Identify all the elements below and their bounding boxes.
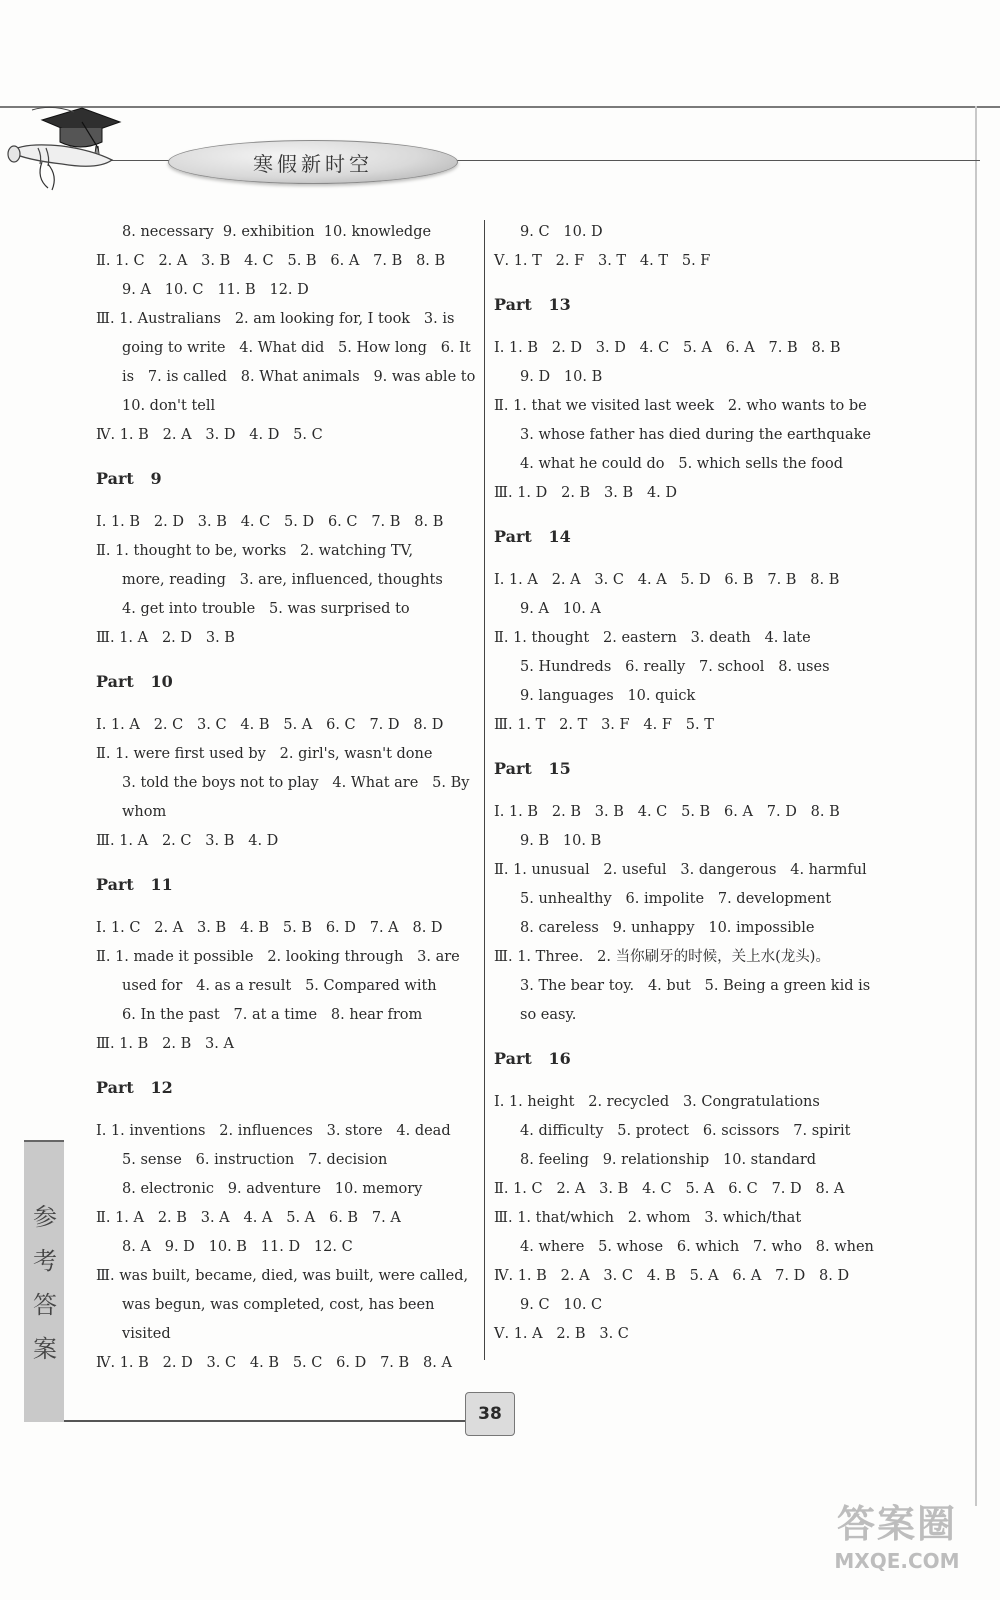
answer-line: 3. The bear toy. 4. but 5. Being a green kid is bbox=[520, 978, 871, 994]
answer-line: more, reading 3. are, influenced, thoughts bbox=[122, 572, 443, 588]
answer-line: Ⅱ. 1. unusual 2. useful 3. dangerous 4. harmful bbox=[494, 862, 867, 878]
answer-line: Ⅱ. 1. C 2. A 3. B 4. C 5. B 6. A 7. B 8. B bbox=[96, 253, 446, 269]
answer-line: 4. where 5. whose 6. which 7. who 8. when bbox=[520, 1239, 874, 1255]
answer-line: 8. feeling 9. relationship 10. standard bbox=[520, 1152, 817, 1168]
answer-line: Ⅰ. 1. inventions 2. influences 3. store 4. dead bbox=[96, 1123, 451, 1139]
answer-line: 8. careless 9. unhappy 10. impossible bbox=[520, 920, 815, 936]
answer-line: 6. In the past 7. at a time 8. hear from bbox=[122, 1007, 423, 1023]
answer-line: Ⅲ. 1. Australians 2. am looking for, I took 3. is bbox=[96, 311, 455, 327]
answer-line: Ⅰ. 1. A 2. A 3. C 4. A 5. D 6. B 7. B 8. B bbox=[494, 572, 840, 588]
answer-line: Ⅰ. 1. B 2. D 3. D 4. C 5. A 6. A 7. B 8. B bbox=[494, 340, 841, 356]
answer-line: Ⅳ. 1. B 2. A 3. D 4. D 5. C bbox=[96, 427, 323, 443]
header-title: 寒假新时空 bbox=[253, 151, 373, 176]
column-divider bbox=[484, 220, 485, 1360]
answer-line: 9. C 10. C bbox=[520, 1297, 603, 1313]
answer-line: 9. C 10. D bbox=[520, 224, 603, 240]
answer-line: 4. difficulty 5. protect 6. scissors 7. spirit bbox=[520, 1123, 851, 1139]
answer-line: 9. D 10. B bbox=[520, 369, 603, 385]
answer-line: Ⅰ. 1. height 2. recycled 3. Congratulations bbox=[494, 1094, 820, 1110]
part-heading: Part 9 bbox=[96, 469, 162, 488]
page-number: 38 bbox=[465, 1392, 515, 1436]
watermark-line2: MXQE.COM bbox=[834, 1549, 960, 1573]
right-edge-rule bbox=[975, 106, 977, 1506]
answer-line: Ⅲ. 1. A 2. D 3. B bbox=[96, 630, 235, 646]
answer-line: Ⅴ. 1. T 2. F 3. T 4. T 5. F bbox=[494, 253, 711, 269]
answer-line: 9. A 10. C 11. B 12. D bbox=[122, 282, 309, 298]
sidebar-char: 案 bbox=[33, 1335, 57, 1363]
answer-line: so easy. bbox=[520, 1007, 577, 1023]
sidebar-char: 答 bbox=[33, 1291, 57, 1319]
answer-line: Ⅲ. 1. that/which 2. whom 3. which/that bbox=[494, 1210, 802, 1226]
answer-line: 9. B 10. B bbox=[520, 833, 602, 849]
part-heading: Part 10 bbox=[96, 672, 173, 691]
answers-left-column bbox=[96, 218, 480, 1378]
answer-line: was begun, was completed, cost, has been bbox=[122, 1297, 435, 1313]
header-banner bbox=[168, 140, 458, 184]
answer-line: Ⅱ. 1. thought to be, works 2. watching TV, bbox=[96, 543, 414, 559]
answer-line: Ⅱ. 1. C 2. A 3. B 4. C 5. A 6. C 7. D 8. A bbox=[494, 1181, 845, 1197]
answer-line: 9. languages 10. quick bbox=[520, 688, 696, 704]
answer-line: Ⅰ. 1. B 2. B 3. B 4. C 5. B 6. A 7. D 8. B bbox=[494, 804, 840, 820]
sidebar-label bbox=[30, 1195, 60, 1371]
answer-line: visited bbox=[122, 1326, 171, 1342]
answer-line: Ⅲ. was built, became, died, was built, were called, bbox=[96, 1268, 469, 1284]
answer-line: Ⅲ. 1. A 2. C 3. B 4. D bbox=[96, 833, 279, 849]
answer-line: Ⅱ. 1. A 2. B 3. A 4. A 5. A 6. B 7. A bbox=[96, 1210, 401, 1226]
answer-line: 3. told the boys not to play 4. What are 5. By bbox=[122, 775, 470, 791]
part-heading: Part 13 bbox=[494, 295, 571, 314]
part-heading: Part 14 bbox=[494, 527, 571, 546]
answer-line: Ⅱ. 1. thought 2. eastern 3. death 4. late bbox=[494, 630, 811, 646]
answer-line: Ⅰ. 1. A 2. C 3. C 4. B 5. A 6. C 7. D 8. D bbox=[96, 717, 444, 733]
answer-line: Ⅲ. 1. T 2. T 3. F 4. F 5. T bbox=[494, 717, 714, 733]
answer-line: going to write 4. What did 5. How long 6. It bbox=[122, 340, 471, 356]
part-heading: Part 15 bbox=[494, 759, 571, 778]
answer-line: Ⅱ. 1. made it possible 2. looking through 3. are bbox=[96, 949, 460, 965]
answer-line: Ⅴ. 1. A 2. B 3. C bbox=[494, 1326, 629, 1342]
answer-line: 8. electronic 9. adventure 10. memory bbox=[122, 1181, 423, 1197]
answer-line: Ⅲ. 1. Three. 2. 当你刷牙的时候，关上水(龙头)。 bbox=[494, 949, 830, 965]
answer-line: Ⅱ. 1. that we visited last week 2. who wants to be bbox=[494, 398, 867, 414]
answer-line: Ⅳ. 1. B 2. A 3. C 4. B 5. A 6. A 7. D 8. D bbox=[494, 1268, 850, 1284]
answer-line: 8. necessary 9. exhibition 10. knowledge bbox=[122, 224, 432, 240]
answer-line: Ⅰ. 1. B 2. D 3. B 4. C 5. D 6. C 7. B 8. B bbox=[96, 514, 444, 530]
answer-line: 10. don't tell bbox=[122, 398, 216, 414]
answer-line: 5. sense 6. instruction 7. decision bbox=[122, 1152, 388, 1168]
answer-line: whom bbox=[122, 804, 167, 820]
answer-line: Ⅲ. 1. D 2. B 3. B 4. D bbox=[494, 485, 678, 501]
answer-line: Ⅳ. 1. B 2. D 3. C 4. B 5. C 6. D 7. B 8. A bbox=[96, 1355, 452, 1371]
part-heading: Part 16 bbox=[494, 1049, 571, 1068]
part-heading: Part 12 bbox=[96, 1078, 173, 1097]
answer-line: Ⅰ. 1. C 2. A 3. B 4. B 5. B 6. D 7. A 8. D bbox=[96, 920, 443, 936]
answer-line: 9. A 10. A bbox=[520, 601, 601, 617]
sidebar-char: 参 bbox=[33, 1203, 57, 1231]
answer-line: 4. what he could do 5. which sells the food bbox=[520, 456, 844, 472]
answer-line: used for 4. as a result 5. Compared with bbox=[122, 978, 437, 994]
answer-line: Ⅲ. 1. B 2. B 3. A bbox=[96, 1036, 234, 1052]
answer-line: 5. unhealthy 6. impolite 7. development bbox=[520, 891, 832, 907]
answers-right-column bbox=[494, 218, 878, 1349]
answer-line: is 7. is called 8. What animals 9. was able to bbox=[122, 369, 476, 385]
graduation-cap-icon bbox=[2, 102, 162, 202]
answer-line: Ⅱ. 1. were first used by 2. girl's, wasn't done bbox=[96, 746, 433, 762]
answer-line: 8. A 9. D 10. B 11. D 12. C bbox=[122, 1239, 353, 1255]
answer-line: 3. whose father has died during the earthquake bbox=[520, 427, 872, 443]
part-heading: Part 11 bbox=[96, 875, 173, 894]
answer-line: 4. get into trouble 5. was surprised to bbox=[122, 601, 410, 617]
sidebar-char: 考 bbox=[33, 1247, 57, 1275]
answer-line: 5. Hundreds 6. really 7. school 8. uses bbox=[520, 659, 830, 675]
watermark bbox=[812, 1500, 982, 1590]
watermark-line1: 答案圈 bbox=[836, 1502, 957, 1546]
bottom-rule bbox=[64, 1420, 474, 1422]
